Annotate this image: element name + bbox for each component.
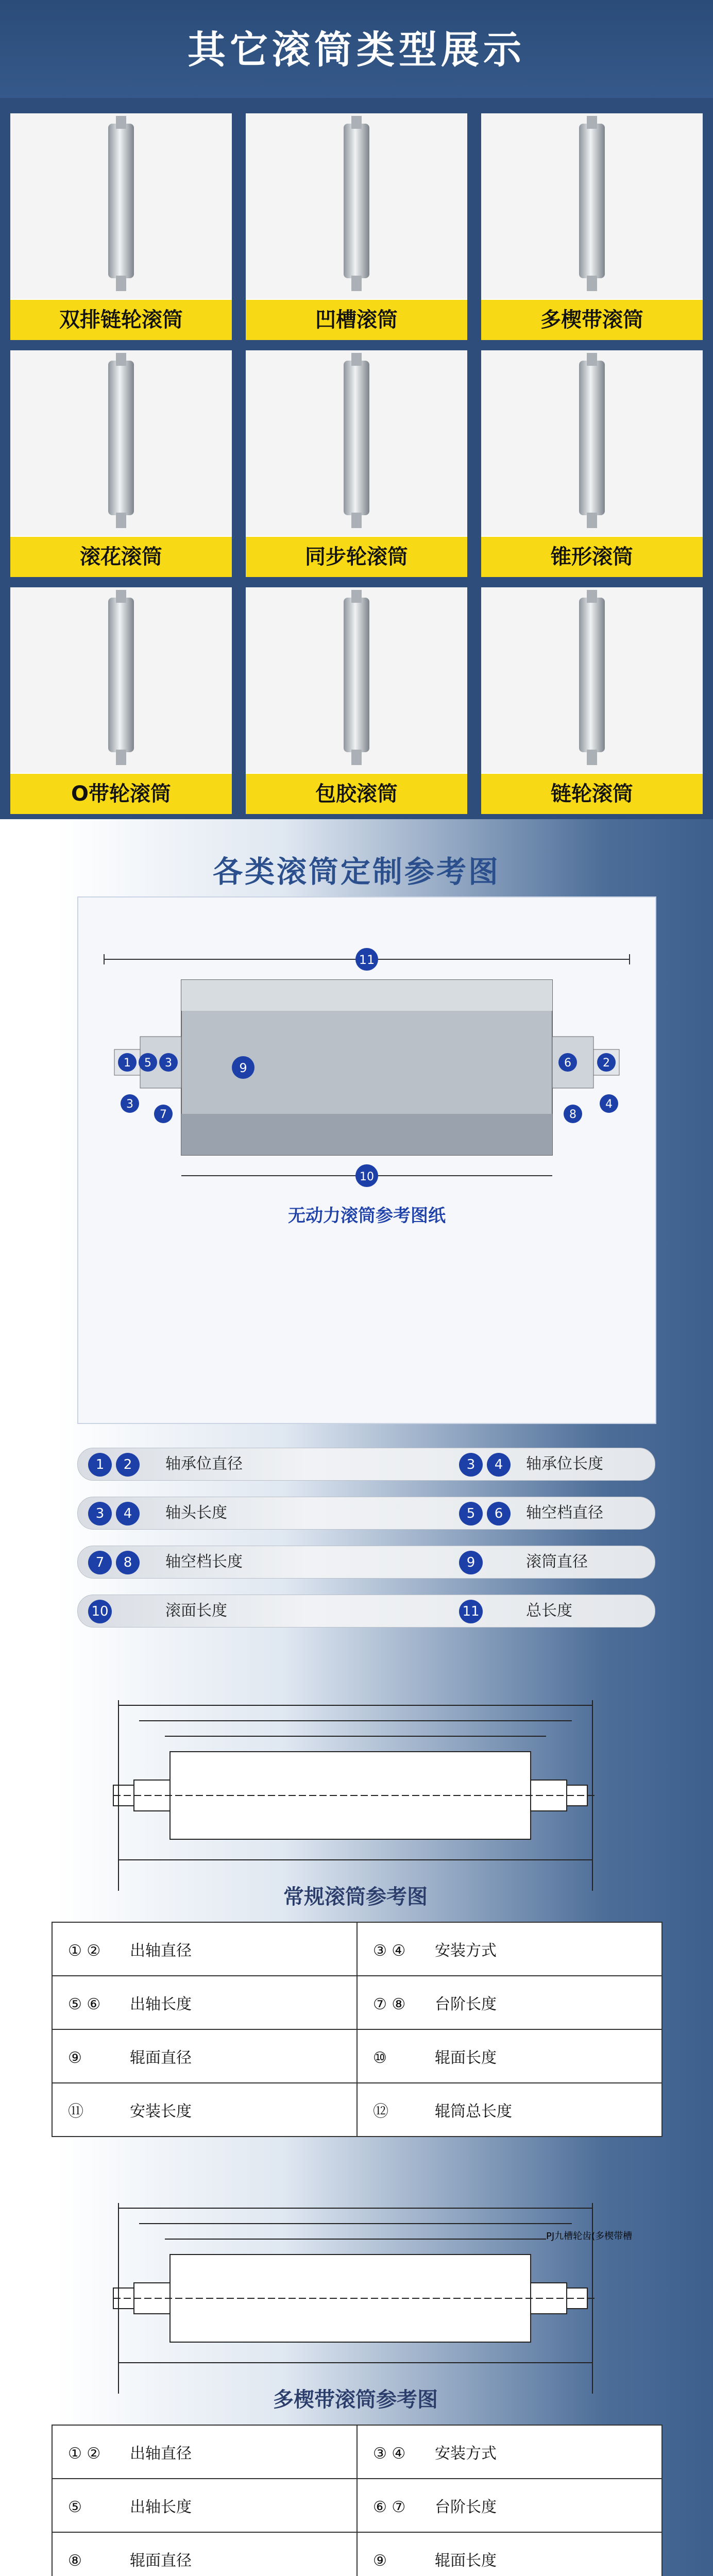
svg-text:1: 1 [124, 1057, 131, 1070]
unpowered-roller-drawing [77, 896, 656, 1424]
callout-badge: 4 [487, 1453, 511, 1477]
spec-label: 出轴长度 [130, 1995, 192, 2013]
tech-drawing-title: 多楔带滚筒参考图 [273, 2387, 438, 2412]
product-card [246, 350, 467, 577]
svg-text:5: 5 [144, 1057, 151, 1070]
spec-label: 辊面长度 [435, 2049, 497, 2067]
knurled-roller-icon [10, 350, 232, 536]
product-label: 锥形滚筒 [481, 537, 703, 577]
legend-text: 总长度 [526, 1602, 572, 1620]
roller-technical-drawing [52, 1674, 659, 1901]
svg-text:9: 9 [239, 1061, 247, 1075]
callout-badge: 7 [88, 1551, 112, 1574]
svg-text:6: 6 [564, 1057, 571, 1070]
callout-badge: 2 [116, 1453, 140, 1477]
custom-reference-section [0, 819, 713, 2576]
double-sprocket-roller-icon [10, 113, 232, 299]
spec-label: 台阶长度 [435, 1995, 497, 2013]
spec-table [52, 2425, 663, 2576]
spec-row [52, 2029, 662, 2083]
page-title: 其它滚筒类型展示 [188, 28, 525, 72]
legend-text: 滚面长度 [165, 1602, 227, 1620]
unpowered-roller-diagram [78, 897, 655, 1423]
product-card [481, 113, 703, 340]
legend-text: 滚筒直径 [526, 1553, 588, 1571]
spec-label: 出轴长度 [130, 2498, 192, 2516]
product-card [481, 587, 703, 814]
legend-text: 轴空档长度 [165, 1553, 243, 1571]
product-label: 多楔带滚筒 [481, 300, 703, 340]
spec-symbol: ⑨ [373, 2552, 387, 2570]
legend-text: 轴空档直径 [526, 1504, 603, 1522]
tech-drawing-title: 常规滚筒参考图 [283, 1885, 428, 1909]
groove-roller-icon [246, 113, 467, 299]
spec-symbol: ⑦ ⑧ [373, 1995, 406, 2013]
legend-row [77, 1497, 655, 1530]
tech-drawing [52, 2177, 659, 2404]
spec-row [52, 1922, 662, 1976]
diagram-caption: 无动力滚筒参考图纸 [288, 1206, 446, 1226]
spec-label: 出轴直径 [130, 1942, 192, 1960]
product-card [10, 113, 232, 340]
spec-label: 辊面直径 [130, 2049, 192, 2067]
callout-badge: 5 [459, 1502, 483, 1526]
callout-badge: 9 [459, 1551, 483, 1574]
spec-symbol: ⑩ [373, 2049, 387, 2067]
spec-label: 安装方式 [435, 1942, 497, 1960]
page-header [0, 0, 713, 98]
product-label: 同步轮滚筒 [246, 537, 467, 577]
product-label: O带轮滚筒 [10, 774, 232, 814]
product-label: 滚花滚筒 [10, 537, 232, 577]
callout-badge: 3 [88, 1502, 112, 1526]
callout-badge: 4 [116, 1502, 140, 1526]
svg-text:8: 8 [569, 1108, 576, 1121]
poly-v-roller-icon [481, 113, 703, 299]
callout-badge: 1 [88, 1453, 112, 1477]
spec-symbol: ① ② [68, 2445, 101, 2463]
spec-label: 出轴直径 [130, 2445, 192, 2463]
product-label: 凹槽滚筒 [246, 300, 467, 340]
legend-row [77, 1448, 655, 1481]
product-card [246, 587, 467, 814]
spec-symbol: ⑥ ⑦ [373, 2498, 406, 2516]
callout-badge: 8 [116, 1551, 140, 1574]
spec-label: 安装方式 [435, 2445, 497, 2463]
o-belt-roller-icon [10, 587, 232, 773]
spec-row [52, 1976, 662, 2029]
spec-symbol: ⑪ [68, 2103, 83, 2121]
spec-table [52, 1922, 663, 2137]
spec-symbol: ⑤ ⑥ [68, 1995, 101, 2013]
spec-label: 台阶长度 [435, 2498, 497, 2516]
svg-text:PJ九槽轮齿(多楔带槽: PJ九槽轮齿(多楔带槽 [546, 2231, 633, 2242]
legend-text: 轴承位长度 [526, 1455, 603, 1473]
spec-symbol: ① ② [68, 1942, 101, 1960]
product-card [246, 113, 467, 340]
svg-text:10: 10 [360, 1171, 374, 1183]
svg-text:7: 7 [160, 1108, 167, 1121]
product-card [10, 587, 232, 814]
rubber-coated-roller-icon [246, 587, 467, 773]
callout-badge: 3 [459, 1453, 483, 1477]
sprocket-roller-icon [481, 587, 703, 773]
timing-roller-icon [246, 350, 467, 536]
spec-row [52, 2425, 662, 2479]
roller-technical-drawing [52, 2177, 659, 2404]
spec-row [52, 2083, 662, 2137]
legend-row [77, 1595, 655, 1628]
callout-badge: 11 [459, 1600, 483, 1623]
spec-label: 辊面直径 [130, 2552, 192, 2570]
legend-row [77, 1546, 655, 1579]
product-grid [0, 98, 713, 819]
product-label: 包胶滚筒 [246, 774, 467, 814]
svg-text:3: 3 [126, 1098, 133, 1111]
spec-label: 安装长度 [130, 2103, 192, 2121]
spec-row [52, 2532, 662, 2576]
spec-symbol: ⑫ [373, 2103, 388, 2121]
custom-section-title: 各类滚筒定制参考图 [212, 854, 500, 889]
legend-text: 轴头长度 [165, 1504, 227, 1522]
product-label: 双排链轮滚筒 [10, 300, 232, 340]
svg-text:11: 11 [359, 953, 375, 967]
spec-label: 辊筒总长度 [435, 2103, 512, 2121]
spec-symbol: ③ ④ [373, 1942, 406, 1960]
spec-symbol: ③ ④ [373, 2445, 406, 2463]
svg-text:4: 4 [605, 1098, 613, 1111]
spec-symbol: ⑨ [68, 2049, 82, 2067]
spec-symbol: ⑧ [68, 2552, 82, 2570]
svg-text:2: 2 [603, 1057, 610, 1070]
svg-text:3: 3 [165, 1057, 172, 1070]
product-label: 链轮滚筒 [481, 774, 703, 814]
product-card [481, 350, 703, 577]
callout-badge: 6 [487, 1502, 511, 1526]
product-card [10, 350, 232, 577]
callout-badge: 10 [88, 1600, 112, 1623]
tech-drawing [52, 1674, 659, 1901]
tapered-roller-icon [481, 350, 703, 536]
spec-symbol: ⑤ [68, 2498, 82, 2516]
legend-text: 轴承位直径 [165, 1455, 243, 1473]
spec-row [52, 2479, 662, 2532]
spec-label: 辊面长度 [435, 2552, 497, 2570]
